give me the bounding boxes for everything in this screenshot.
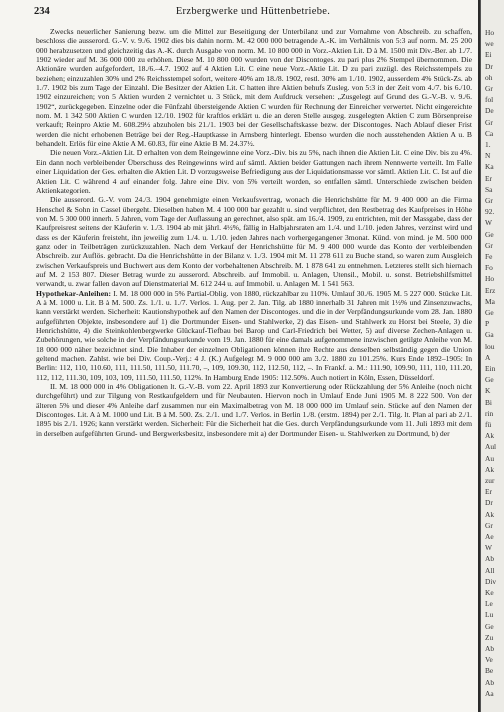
adjacent-page-strip — [480, 0, 504, 712]
adjacent-page-fragment: Ke — [485, 588, 494, 597]
adjacent-page-fragment: Lu — [485, 610, 494, 620]
running-title: Erzbergwerke und Hüttenbetriebe. — [175, 6, 331, 17]
adjacent-page-fragment: fol — [485, 95, 494, 105]
adjacent-page-fragment: Le — [485, 599, 493, 609]
adjacent-page-fragment: Ak — [485, 464, 495, 474]
adjacent-page-fragment: Ge — [485, 308, 494, 317]
paragraph-obligations-ii: II. M. 18 000 000 in 4% Obligationen lt. G.-V.-B. vom 22. April 1893 zur Konvertierung oder Rückzahlung der 5% Anleihe (noch nicht durchgeführt) und zur Tilgung von Restkaufgeldern und für Neubauten. Hiervon noch in Umlauf Ende Juni 1905 M. 8 222 500. Von der älteren 5% und dieser 4% Anleihe darf zusammen nur ein Maximalbetrag von M. 18 000 000 im Umlauf sein. Stücke auf den Namen der Discontoges. Lit. A à M. 1000 und Lit. B à M. 500. Zs. 2./1. und 1./7. Verlos. in Berlin 1./8. (erstm. 1894) per 2./1. Tilg. lt. Plan al pari ab 2./1. 1895 bis 2./1. 1926; kann verstärkt werden. Sicherheit: Für die Sicherheit hat die Ges. durch Verpfändungsurkunde vom 11. Juli 1893 mit dem in derselben aufgeführten Grund- und Bergwerksbesitz, insbesondere mit a) der Dortmunder Eisen- u. Stahlwerken zu Dortmund, b) der — [36, 382, 472, 438]
adjacent-page-fragment: Ak — [485, 509, 495, 519]
section-label-hypothekar: Hypothekar-Anleihen: — [36, 288, 112, 298]
adjacent-page-fragment: De — [485, 106, 494, 116]
page-header — [34, 6, 472, 20]
adjacent-page-fragment: Ab — [485, 677, 495, 687]
adjacent-page-fragment: oh — [485, 72, 493, 82]
adjacent-page-fragment: Aul — [485, 442, 497, 452]
adjacent-page-fragment: Bi — [485, 397, 492, 407]
adjacent-page-fragment: Ca — [485, 128, 494, 138]
adjacent-page-fragment: Ab — [485, 554, 495, 564]
adjacent-page-fragment: Ak — [485, 431, 495, 441]
adjacent-page-fragment: rin — [485, 408, 494, 418]
adjacent-page-fragment: Gr — [485, 84, 493, 93]
adjacent-page-fragment: Au — [485, 453, 495, 463]
adjacent-page-fragment: Fe — [485, 252, 493, 261]
page-body — [36, 27, 472, 438]
paragraph-capital-reduction: Zwecks neuerlicher Sanierung bezw. um die Mittel zur Beseitigung der Unterbilanz und zur Vornahme von Abschreib. zu schaffen, beschloss die ausserord. G.-V. v. 9./6. 1902 dies bis dahin norm. M. 42 000 000 betragende A.-K. im Verhältnis von 5:3 auf norm. M. 25 200 000 herabzusetzen und gleichzeitig das A.-K. durch Ausgabe von norm. M. 10 800 000 in Vorz.-Aktien Lit. D à M. 1500 mit Div.-Ber. ab 1./7. 1902 wieder auf M. 36 000 000 zu erhöhen. Diese M. 10 800 000 wurden von der Discontoges. zu pari plus 2% Stempel übernommen. Die Aktionäre wurden aufgefordert, 18./6.–4.7. 1902 auf 4 Aktien Lit. C eine neue Vorz.-Aktie Lit. D zu pari zuzügl. des Reichsstempels zu beziehen; einzuzahlen 30% und 2% Reichsstempel sofort, weitere 40% am 18./8. 1902, restl. 30% am 1./10. 1902, ausserdem 4% Stück-Zs. ab 1./7. 1902 bis zum Tage der Einzahl. Die Besitzer der Aktien Lit. C hatten ihre Aktien behufs Zusleg. von 5:3 in der Zeit vom 4./7. bis 6./10. 1902 einzureichen; von 5 Aktien wurden 2 vernichtet u. 3 Stück, mit dem Aufdruck versehen: „Zusgelegt auf Grund des G.-V.-B. v. 9./6. 1902“, zurückgegeben. Einzelne oder die Fünfzahl übersteigende Aktien C wurden für Rechnung der Einreicher verwertet. Nicht eingereichte nom. M. 1 342 500 Aktien C wurden 12./10. 1902 für kraftlos erklärt u. die an deren Stelle ausgeg. zusgelegten Aktien C zum Börsenpreise verkauft; Reinpro Aktie M. 608.29½ abzuholen bis 21./1. 1903 bei der Gesellschaftskasse bezw. der Discontoges. Nach Ablauf dieser Frist werden die nicht erhobenen Beträge bei der Reg.-Hauptkasse in Arnsberg hinterlegt. Ebenso wurden die noch ausstehenden Aktien A u. B behandelt. Erlös für eine Aktie A M. 60.83, für eine Aktie B M. 24.37½. — [36, 27, 472, 149]
paragraph-mortgage-loans — [36, 289, 472, 382]
adjacent-page-fragment: A — [485, 352, 491, 362]
adjacent-page-fragment: Aa — [485, 688, 494, 698]
adjacent-page-fragment: Er — [485, 487, 492, 497]
adjacent-page-fragment: zur — [485, 476, 495, 485]
paragraph-henrichshuette-sale: Die ausserord. G.-V. vom 24./3. 1904 genehmigte einen Verkaufsvertrag, wonach die Henrichshütte für M. 9 400 000 an die Firma Henschel & Sohn in Cassel übergeht. Dieselben haben M. 4 100 000 bar gezahlt u. sind verpflichtet, den Restbetrag des Kaufpreises in Höhe von M. 5 300 000 innerh. 5 Jahren, vom Tage der Auflassung an gerechnet, also spät. am 16./4. 1909, zu entrichten, mit der Massgabe, dass der Kaufpreisrest seitens der Käuferin v. 1./3. 1904 ab mit jährl. 4½%, fällig in Halbjahrsraten am 1./4. und 1./10. jeden Jahres, verzinst wird und dass es der Käuferin freisteht, ihn jeweilig zum 1./4. u. 1./10. jeden Jahres nach vorhergegangener 3monat. Künd. von mind. je M. 500 000 ganz oder in Teilbeträgen zurückzuzahlen. Nach dem Verkauf der Henrichshütte für M. 9 400 000 wurde das Konto der verbleibenden Abschreib. zur Auflös. gebracht. Da die Henrichshütte in der Bilanz v. 1./3. 1904 mit M. 11 278 611 zu Buche stand, so waren zum Ausgleich zwischen Verkaufspreis und Buchwert aus dem Konto der vorbehaltenen Abschreib. M. 1 878 641 zu entnehmen. Letzteres stellt sich hiernach auf M. 2 153 807. Dieser Betrag wurde zu ausserord. Abschreib. auf Immobil. u. Anlagen, Utensil., Mobil. u. sonst. Betriebshilfsmittel verwandt, u. zwar fallen davon auf Dienstmaterial M. 612 244 u. auf Immobil. u. Anlagen M. 1 541 563. — [36, 195, 472, 289]
adjacent-page-fragment: lou — [485, 341, 495, 351]
adjacent-page-fragment: Ae — [485, 532, 494, 541]
adjacent-page-fragment: Gr — [485, 240, 493, 250]
adjacent-page-fragment: 1. — [485, 140, 491, 149]
adjacent-page-fragment: Ge — [485, 229, 494, 239]
adjacent-page-fragment: Gr — [485, 196, 493, 205]
adjacent-page-fragment: Zu — [485, 632, 494, 642]
adjacent-page-fragment: Dr — [485, 61, 493, 71]
adjacent-page-fragment: Sa — [485, 184, 493, 194]
adjacent-page-fragment: W — [485, 218, 492, 228]
adjacent-page-fragment: Ein — [485, 364, 496, 373]
adjacent-page-fragment: K — [485, 386, 491, 396]
adjacent-page-fragment: Div — [485, 576, 497, 586]
adjacent-page-fragment: Ge — [485, 375, 494, 385]
adjacent-page-fragment: Fo — [485, 263, 493, 273]
adjacent-page-fragment: P — [485, 319, 490, 329]
adjacent-page-fragment: N — [485, 151, 491, 161]
adjacent-page-fragment: Ka — [485, 162, 494, 172]
paragraph-preference-shares: Die neuen Vorz.-Aktien Lit. D erhalten von dem Reingewinne eine Vorz.-Div. bis zu 5%, nach ihnen die Aktien Lit. C eine Div. bis zu 4%. Ein dann noch verbleibender Überschuss des Reingewinns wird auf sämtl. Aktien beider Gattungen nach ihrem Nennwerte verteilt. Im Falle einer Liquidation der Ges. erhalten die Aktien Lit. D vorzugsweise Befriedigung aus der Liquidationsmasse vor sämtl. Aktien Lit. C. Ist auf die Aktien Lit. C während 4 auf einander folg. Jahre eine Div. von 5% verteilt worden, so entfallen sämtl. Unterschiede zwischen beiden Aktienkategorien. — [36, 148, 472, 195]
adjacent-page-fragment: Ho — [485, 274, 495, 284]
adjacent-page-fragment: Ve — [485, 655, 493, 665]
adjacent-page-fragment: Ab — [485, 644, 495, 653]
adjacent-page-fragment: fü — [485, 420, 492, 429]
adjacent-page-fragment: Ho — [485, 28, 495, 37]
adjacent-page-fragment: Ga — [485, 330, 494, 340]
adjacent-page-fragment: W — [485, 543, 492, 553]
adjacent-page-fragment: Ei — [485, 50, 492, 60]
adjacent-page-fragment: Gr — [485, 520, 493, 530]
adjacent-page-fragment: Ge — [485, 621, 494, 631]
adjacent-page-fragment: Ma — [485, 296, 495, 306]
adjacent-page-fragment: Dr — [485, 498, 493, 508]
page-number: 234 — [34, 6, 50, 17]
adjacent-page-fragment: Gr — [485, 117, 493, 127]
adjacent-page-fragment: Er — [485, 173, 492, 183]
adjacent-page-fragment: All — [485, 565, 495, 575]
adjacent-page-fragment: 92. — [485, 207, 495, 217]
paragraph-mortgage-loans-text: I. M. 18 000 000 in 5% Partial-Oblig. von 1880, rückzahlbar zu 110%. Umlauf 30./6. 1905 M. 5 227 000. Stücke Lit. A à M. 1000 u. Lit. B à M. 500. Zs. 1./1. u. 1./7. Verlos. 1. Aug. per 2. Jan. Tilg. ab 1880 innerhalb 31 Jahren mit 1½% und Zinsenzuwachs, kann verstärkt werden. Sicherheit: Kautionshypothek auf den Namen der Discontoges. und die in der Verpfändungsurkunde vom 28. Jan. 1880 aufgeführten Objekte, insbesondere auf 1) die Dortmunder Eisen- und Stahlwerke, 2) das Eisen- und Stahlwerk zu Horst bei Steele, 3) die Henrichshütte, 4) die Steinkohlenbergwerke Glückauf-Tiefbau bei Barop und Carl-Friedrich bei Wetter, 5) auf diverse Zechen-Anlagen u. Zubehörungen, wie solche in der Verpfändungsurkunde vom 19. Jan. 1880 für eine damals aufgenommene inzwischen getilgte Anleihe von M. 18 000 000 näher bezeichnet sind. Die Inhaber der einzelnen Obligationen können ihre Rechte aus denselben selbständig gegen die Union geltend machen. Zahlst. wie bei Div. Coup.-Verj.: 4 J. (K.) Aufgelegt M. 9 000 000 am 3./2. 1880 zu 101.25%. Kurs Ende 1892–1905: In Berlin: 112, 110, 110.60, 111, 111.50, 111.50, 111.70, –, 109, 109.30, 112, 112.50, 112, –. In Frankf. a. M.: 111.90, 109.90, 111, 110, 111.20, 112, 112, 111.30, 109, 103, 109, 111.50, 111.50, 112%. In Hamburg Ende 1905: 112.50%. Auch notiert in Köln, Essen, Düsseldorf. — [36, 288, 472, 382]
adjacent-page-fragment: Be — [485, 666, 494, 676]
adjacent-page-fragment: Erz — [485, 285, 496, 295]
adjacent-page-fragment: we — [485, 39, 494, 49]
